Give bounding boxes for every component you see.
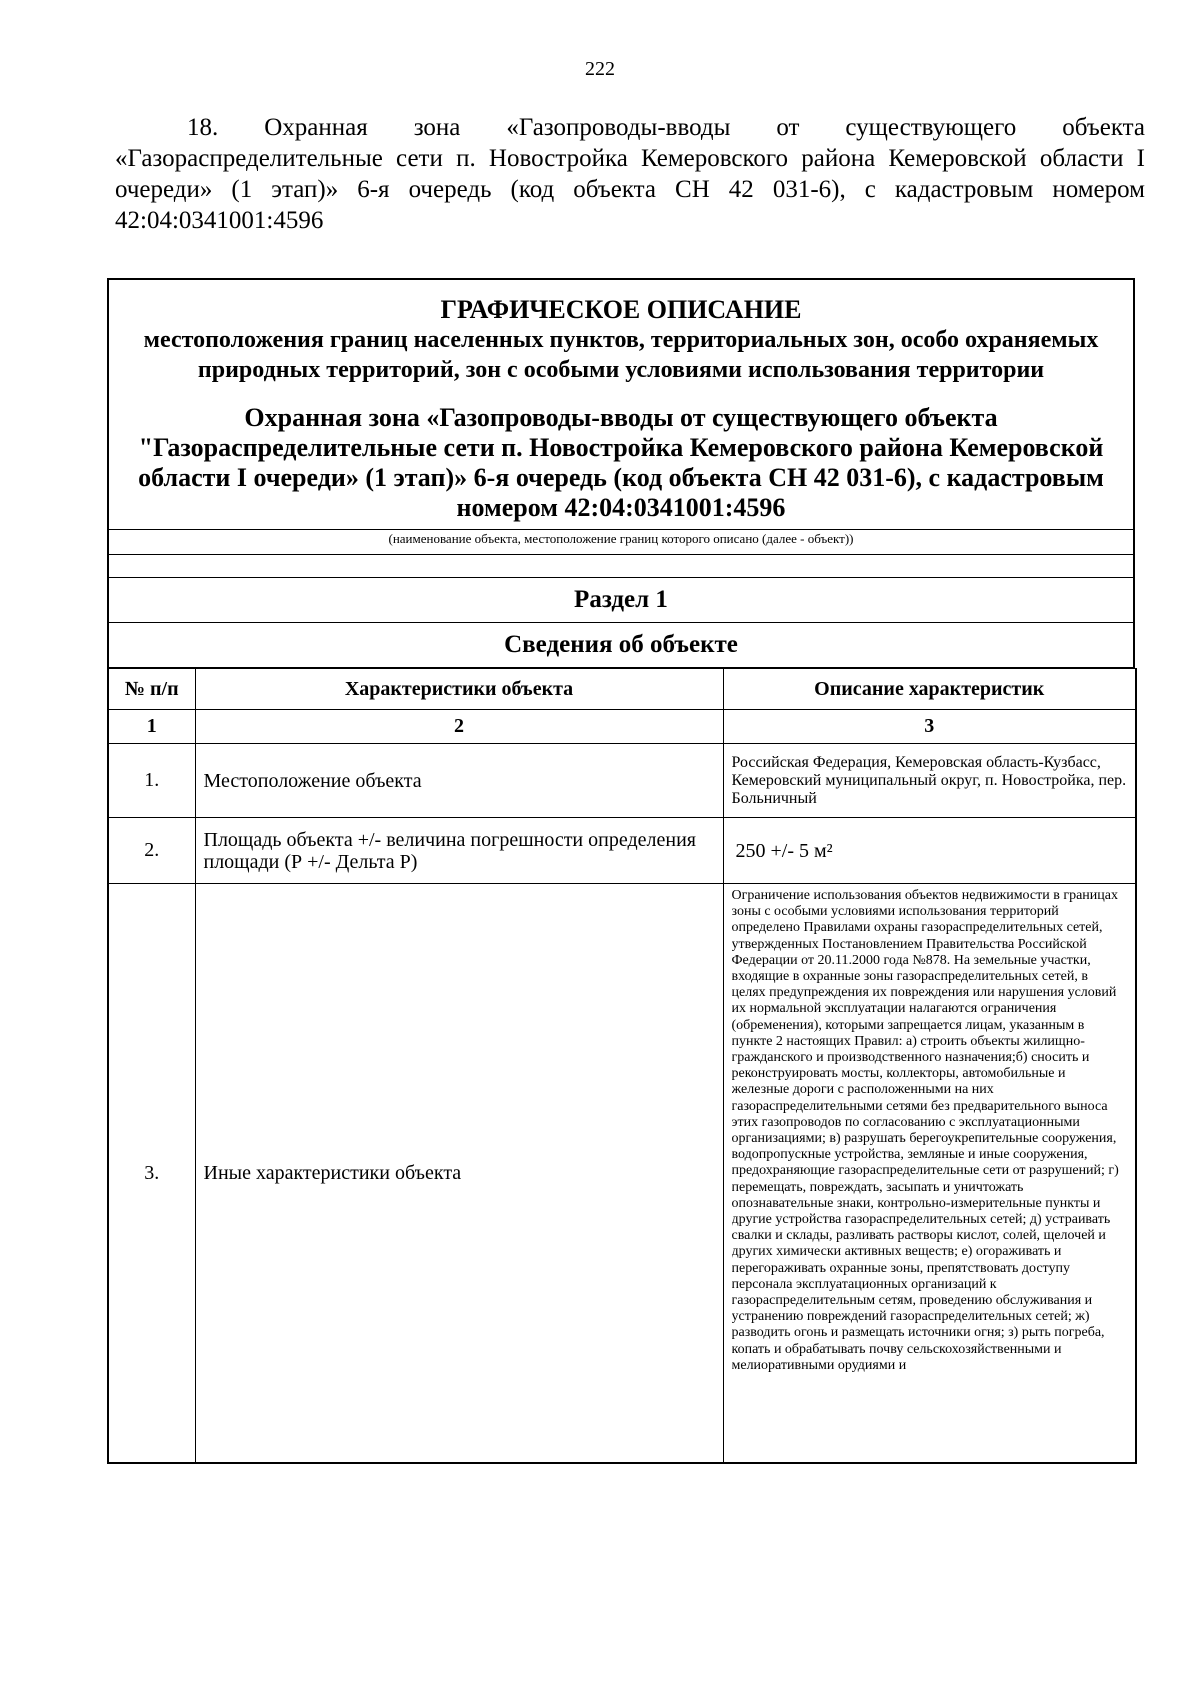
row-characteristic: Иные характеристики объекта bbox=[195, 884, 723, 1464]
table-row bbox=[108, 884, 1136, 1464]
intro-paragraph bbox=[115, 112, 1145, 236]
row-number: 2. bbox=[108, 818, 195, 884]
form-subtitle: местоположения границ населенных пунктов, территориальных зон, особо охраняемых природных территорий, зон с особыми условиями использования территории bbox=[143, 327, 1099, 383]
page-number: 222 bbox=[585, 58, 615, 80]
row-number: 3. bbox=[108, 884, 195, 1464]
column-header: № п/п bbox=[108, 669, 195, 710]
table-header-row bbox=[108, 669, 1136, 710]
row-description-cell bbox=[723, 884, 1136, 1464]
table-row bbox=[108, 744, 1136, 818]
column-index: 3 bbox=[723, 710, 1136, 744]
row-description: 250 +/- 5 м² bbox=[723, 818, 1136, 884]
form-spacer bbox=[107, 555, 1135, 577]
object-name-caption: (наименование объекта, местоположение границ которого описано (далее - объект)) bbox=[107, 530, 1135, 555]
section-title: Раздел 1 bbox=[107, 577, 1135, 623]
row-characteristic: Местоположение объекта bbox=[195, 744, 723, 818]
column-header: Описание характеристик bbox=[723, 669, 1136, 710]
table-index-row bbox=[108, 710, 1136, 744]
row-characteristic: Площадь объекта +/- величина погрешности определения площади (Р +/- Дельта Р) bbox=[195, 818, 723, 884]
graphic-description-form bbox=[107, 278, 1135, 1464]
object-name: Охранная зона «Газопроводы-вводы от существующего объекта "Газораспределительные сети п. Новостройка Кемеровского района Кемеровской области I очереди» (1 этап)» 6-я очередь (код объекта СН 42 031-6), с кадастровым номером 42:04:0341001:4596 bbox=[138, 403, 1104, 522]
section-subtitle: Сведения об объекте bbox=[107, 623, 1135, 668]
table-row bbox=[108, 818, 1136, 884]
object-info-table bbox=[107, 668, 1137, 1464]
row-number: 1. bbox=[108, 744, 195, 818]
intro-text: Охранная зона «Газопроводы-вводы от существующего объекта «Газораспределительные сети п. Новостройка Кемеровского района Кемеровской области I очереди» (1 этап)» 6-я очередь (код объекта СН 42 031-6), с кадастровым номером 42:04:0341001:4596 bbox=[115, 114, 1146, 234]
form-title: ГРАФИЧЕСКОЕ ОПИСАНИЕ bbox=[440, 295, 802, 324]
column-index: 1 bbox=[108, 710, 195, 744]
column-header: Характеристики объекта bbox=[195, 669, 723, 710]
row-description: Российская Федерация, Кемеровская область-Кузбасс, Кемеровский муниципальный округ, п. Новостройка, пер. Больничный bbox=[723, 744, 1136, 818]
intro-number: 18. bbox=[187, 114, 219, 141]
column-index: 2 bbox=[195, 710, 723, 744]
row-description: Ограничение использования объектов недвижимости в границах зоны с особыми условиями использования территорий определено Правилами охраны газораспределительных сетей, утвержденных Постановлением Правительства Российской Федерации от 20.11.2000 года №878. На земельные участки, входящие в охранные зоны газораспределительных сетей, в целях предупреждения их повреждения или нарушения условий их нормальной эксплуатации налагаются ограничения (обременения), которыми запрещается лицам, указанным в пункте 2 настоящих Правил: а) строить объекты жилищно-гражданского и производственного назначения;б) сносить и реконструировать мосты, коллекторы, автомобильные и железные дороги с расположенными на них газораспределительными сетями без предварительного выноса этих газопроводов по согласованию с эксплуатационными организациями; в) разрушать берегоукрепительные сооружения, водопропускные устройства, земляные и иные сооружения, предохраняющие газораспределительные сети от разрушений; г) перемещать, повреждать, засыпать и уничтожать опознавательные знаки, контрольно-измерительные пункты и другие устройства газораспределительных сетей; д) устраивать свалки и склады, разливать растворы кислот, солей, щелочей и других химически активных веществ; е) огораживать и перегораживать охранные зоны, препятствовать доступу персонала эксплуатационных организаций к газораспределительным сетям, проведению обслуживания и устранению повреждений газораспределительных сетей; ж) разводить огонь и размещать источники огня; з) рыть погреба, копать и обрабатывать почву сельскохозяйственными и мелиоративными орудиями и bbox=[731, 888, 1119, 1373]
form-header bbox=[107, 278, 1135, 530]
